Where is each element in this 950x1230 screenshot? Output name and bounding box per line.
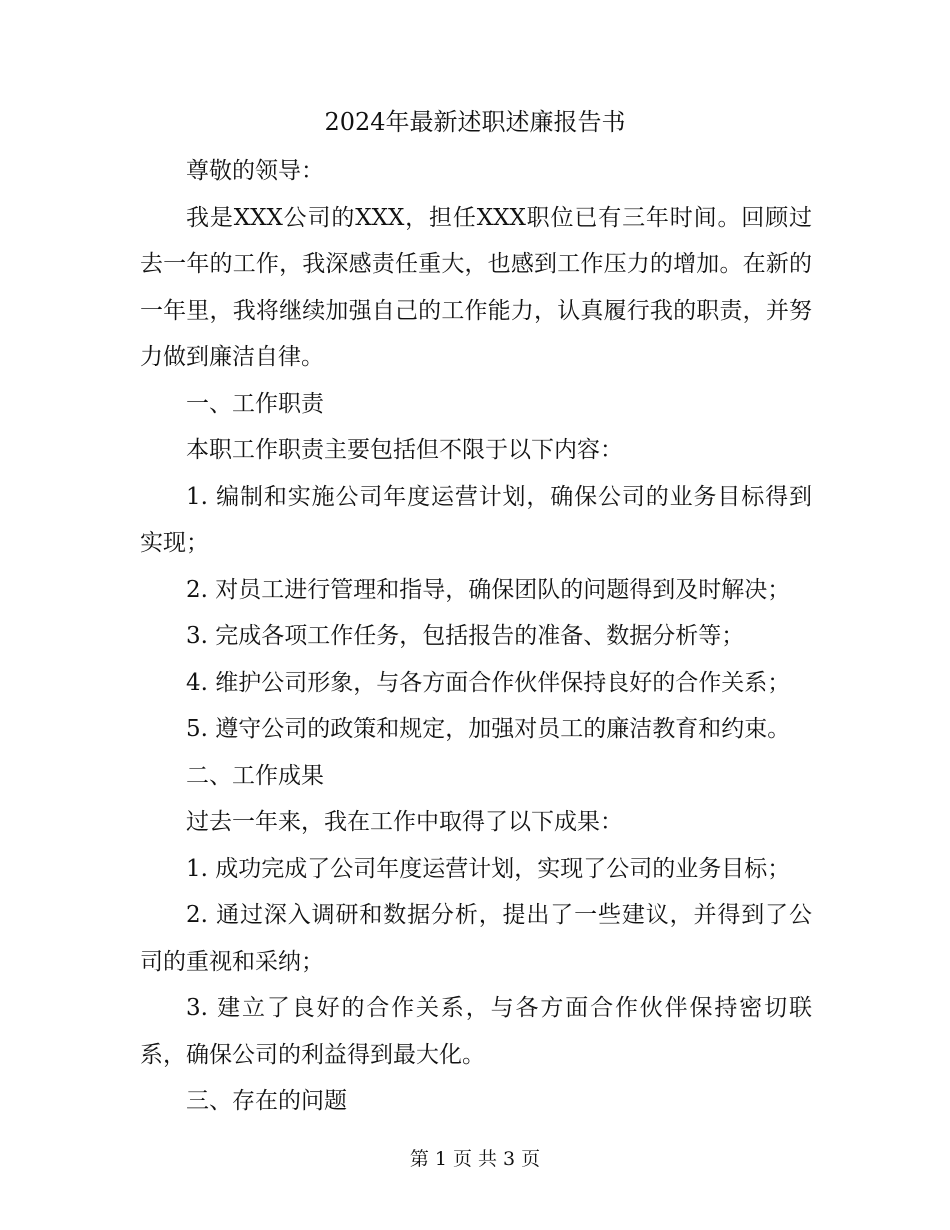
results-intro: 过去一年来，我在工作中取得了以下成果：	[186, 809, 623, 835]
list-item: 2. 通过深入调研和数据分析，提出了一些建议，并得到了公司的重视和采纳；	[140, 902, 812, 975]
list-item: 5. 遵守公司的政策和规定，加强对员工的廉洁教育和约束。	[186, 716, 791, 742]
list-item: 2. 对员工进行管理和指导，确保团队的问题得到及时解决；	[186, 576, 791, 603]
duties-intro: 本职工作职责主要包括但不限于以下内容：	[186, 437, 623, 463]
section-heading-duties: 一、工作职责	[186, 390, 324, 417]
list-item: 4. 维护公司形象，与各方面合作伙伴保持良好的合作关系；	[186, 669, 791, 696]
section-heading-results: 二、工作成果	[186, 762, 324, 789]
page-footer: 第 1 页 共 3 页	[409, 1148, 541, 1170]
list-item: 3. 建立了良好的合作关系，与各方面合作伙伴保持密切联系，确保公司的利益得到最大化。	[140, 995, 812, 1068]
section-heading-problems: 三、存在的问题	[186, 1088, 347, 1114]
intro-paragraph: 我是XXX公司的XXX，担任XXX职位已有三年时间。回顾过去一年的工作，我深感责任重大，也感到工作压力的增加。在新的一年里，我将继续加强自己的工作能力，认真履行我的职责，并努力做到廉洁自律。	[140, 204, 812, 370]
list-item: 1. 编制和实施公司年度运营计划，确保公司的业务目标得到实现；	[140, 483, 812, 556]
salutation: 尊敬的领导：	[186, 158, 324, 184]
document-title: 2024年最新述职述廉报告书	[324, 108, 626, 136]
document-body	[140, 148, 812, 1125]
list-item: 3. 完成各项工作任务，包括报告的准备、数据分析等；	[186, 623, 745, 649]
list-item: 1. 成功完成了公司年度运营计划，实现了公司的业务目标；	[186, 855, 791, 882]
